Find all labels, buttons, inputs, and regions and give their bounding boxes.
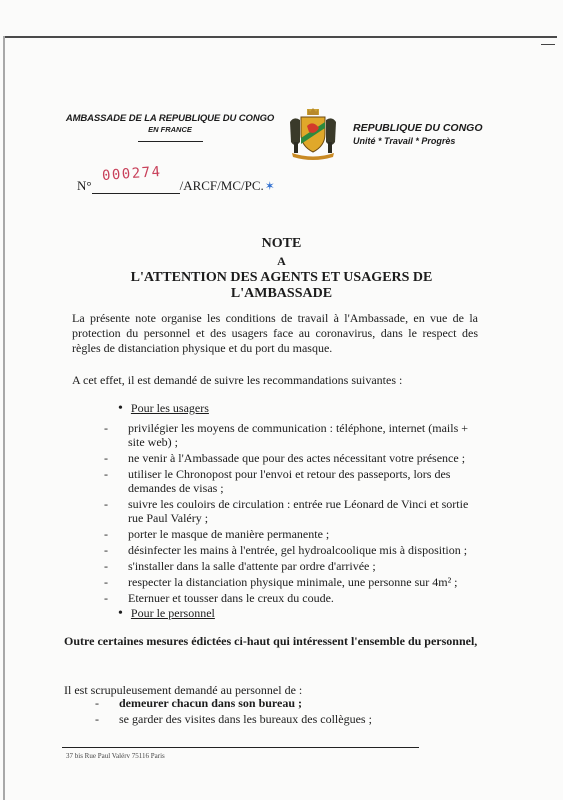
- scan-corner-mark: [541, 44, 555, 45]
- embassy-location: EN FRANCE: [148, 125, 192, 134]
- embassy-name: AMBASSADE DE LA REPUBLIQUE DU CONGO: [65, 113, 275, 124]
- stamp-digits: 00027: [101, 164, 152, 185]
- effect-paragraph: A cet effet, il est demandé de suivre les recommandations suivantes :: [72, 373, 403, 387]
- list-item: - demeurer chacun dans son bureau ;: [95, 696, 303, 710]
- reference-prefix: N°: [77, 178, 92, 193]
- republic-name: REPUBLIQUE DU CONGO: [353, 122, 483, 134]
- scan-edge-left: [3, 36, 5, 800]
- usagers-list: [104, 421, 474, 607]
- footer-divider: [62, 747, 419, 748]
- list-item: - suivre les couloirs de circulation : entrée rue Léonard de Vinci et sortie rue Paul Valéry ;: [104, 497, 469, 525]
- embassy-header: [60, 113, 280, 142]
- section-usagers-label: Pour les usagers: [130, 401, 209, 415]
- section-usagers-heading: [118, 401, 209, 417]
- stamp-number: [101, 164, 162, 184]
- personnel-request: Il est scrupuleusement demandé au personnel de :: [64, 683, 303, 697]
- list-item: - s'installer dans la salle d'attente par ordre d'arrivée ;: [104, 559, 376, 573]
- reference-number: [77, 163, 275, 194]
- section-personnel-label: Pour le personnel: [130, 606, 215, 620]
- footer-address: 37 bis Rue Paul Valéry 75116 Paris: [66, 752, 165, 758]
- bullet-icon: •: [118, 401, 123, 416]
- list-item: - ne venir à l'Ambassade que pour des actes nécessitant votre présence ;: [104, 451, 466, 465]
- list-item: - se garder des visites dans les bureaux des collègues ;: [95, 712, 372, 726]
- intro-paragraph: La présente note organise les conditions de travail à l'Ambassade, en vue de la protection du personnel et des usagers face au coronavirus, dans le respect des règles de distanciation physique et du port du masque.: [72, 311, 478, 355]
- personnel-list: [95, 696, 475, 728]
- list-item: - Eternuer et tousser dans le creux du coude.: [104, 591, 334, 605]
- title-a: A: [277, 254, 286, 268]
- scan-edge-top: [5, 36, 557, 38]
- list-item: - respecter la distanciation physique minimale, une personne sur 4m² ;: [104, 575, 458, 589]
- title-ambassade: L'AMBASSADE: [230, 286, 333, 301]
- list-item: - désinfecter les mains à l'entrée, gel hydroalcoolique mis à disposition ;: [104, 543, 468, 557]
- header-underline: [138, 141, 203, 142]
- title-note: NOTE: [261, 236, 302, 251]
- bullet-icon: •: [118, 606, 123, 621]
- personnel-intro: Outre certaines mesures édictées ci-haut qui intéressent l'ensemble du personnel,: [64, 634, 478, 648]
- list-item: - porter le masque de manière permanente ;: [104, 527, 330, 541]
- republic-header: [353, 122, 483, 146]
- list-item: - utiliser le Chronopost pour l'envoi et retour des passeports, lors des demandes de visas ;: [104, 467, 451, 495]
- stamp-suffix: 4: [150, 163, 162, 181]
- section-personnel-heading: [118, 606, 215, 622]
- title-attention: L'ATTENTION DES AGENTS ET USAGERS DE: [130, 270, 433, 285]
- reference-blank-line: [92, 163, 180, 194]
- congo-coat-of-arms-icon: [286, 108, 340, 160]
- reference-code: /ARCF/MC/PC.: [179, 178, 264, 193]
- pen-mark-icon: ✶: [264, 179, 275, 193]
- list-item: - privilégier les moyens de communication : téléphone, internet (mails + site web) ;: [104, 421, 469, 449]
- republic-motto: Unité * Travail * Progrès: [353, 136, 456, 146]
